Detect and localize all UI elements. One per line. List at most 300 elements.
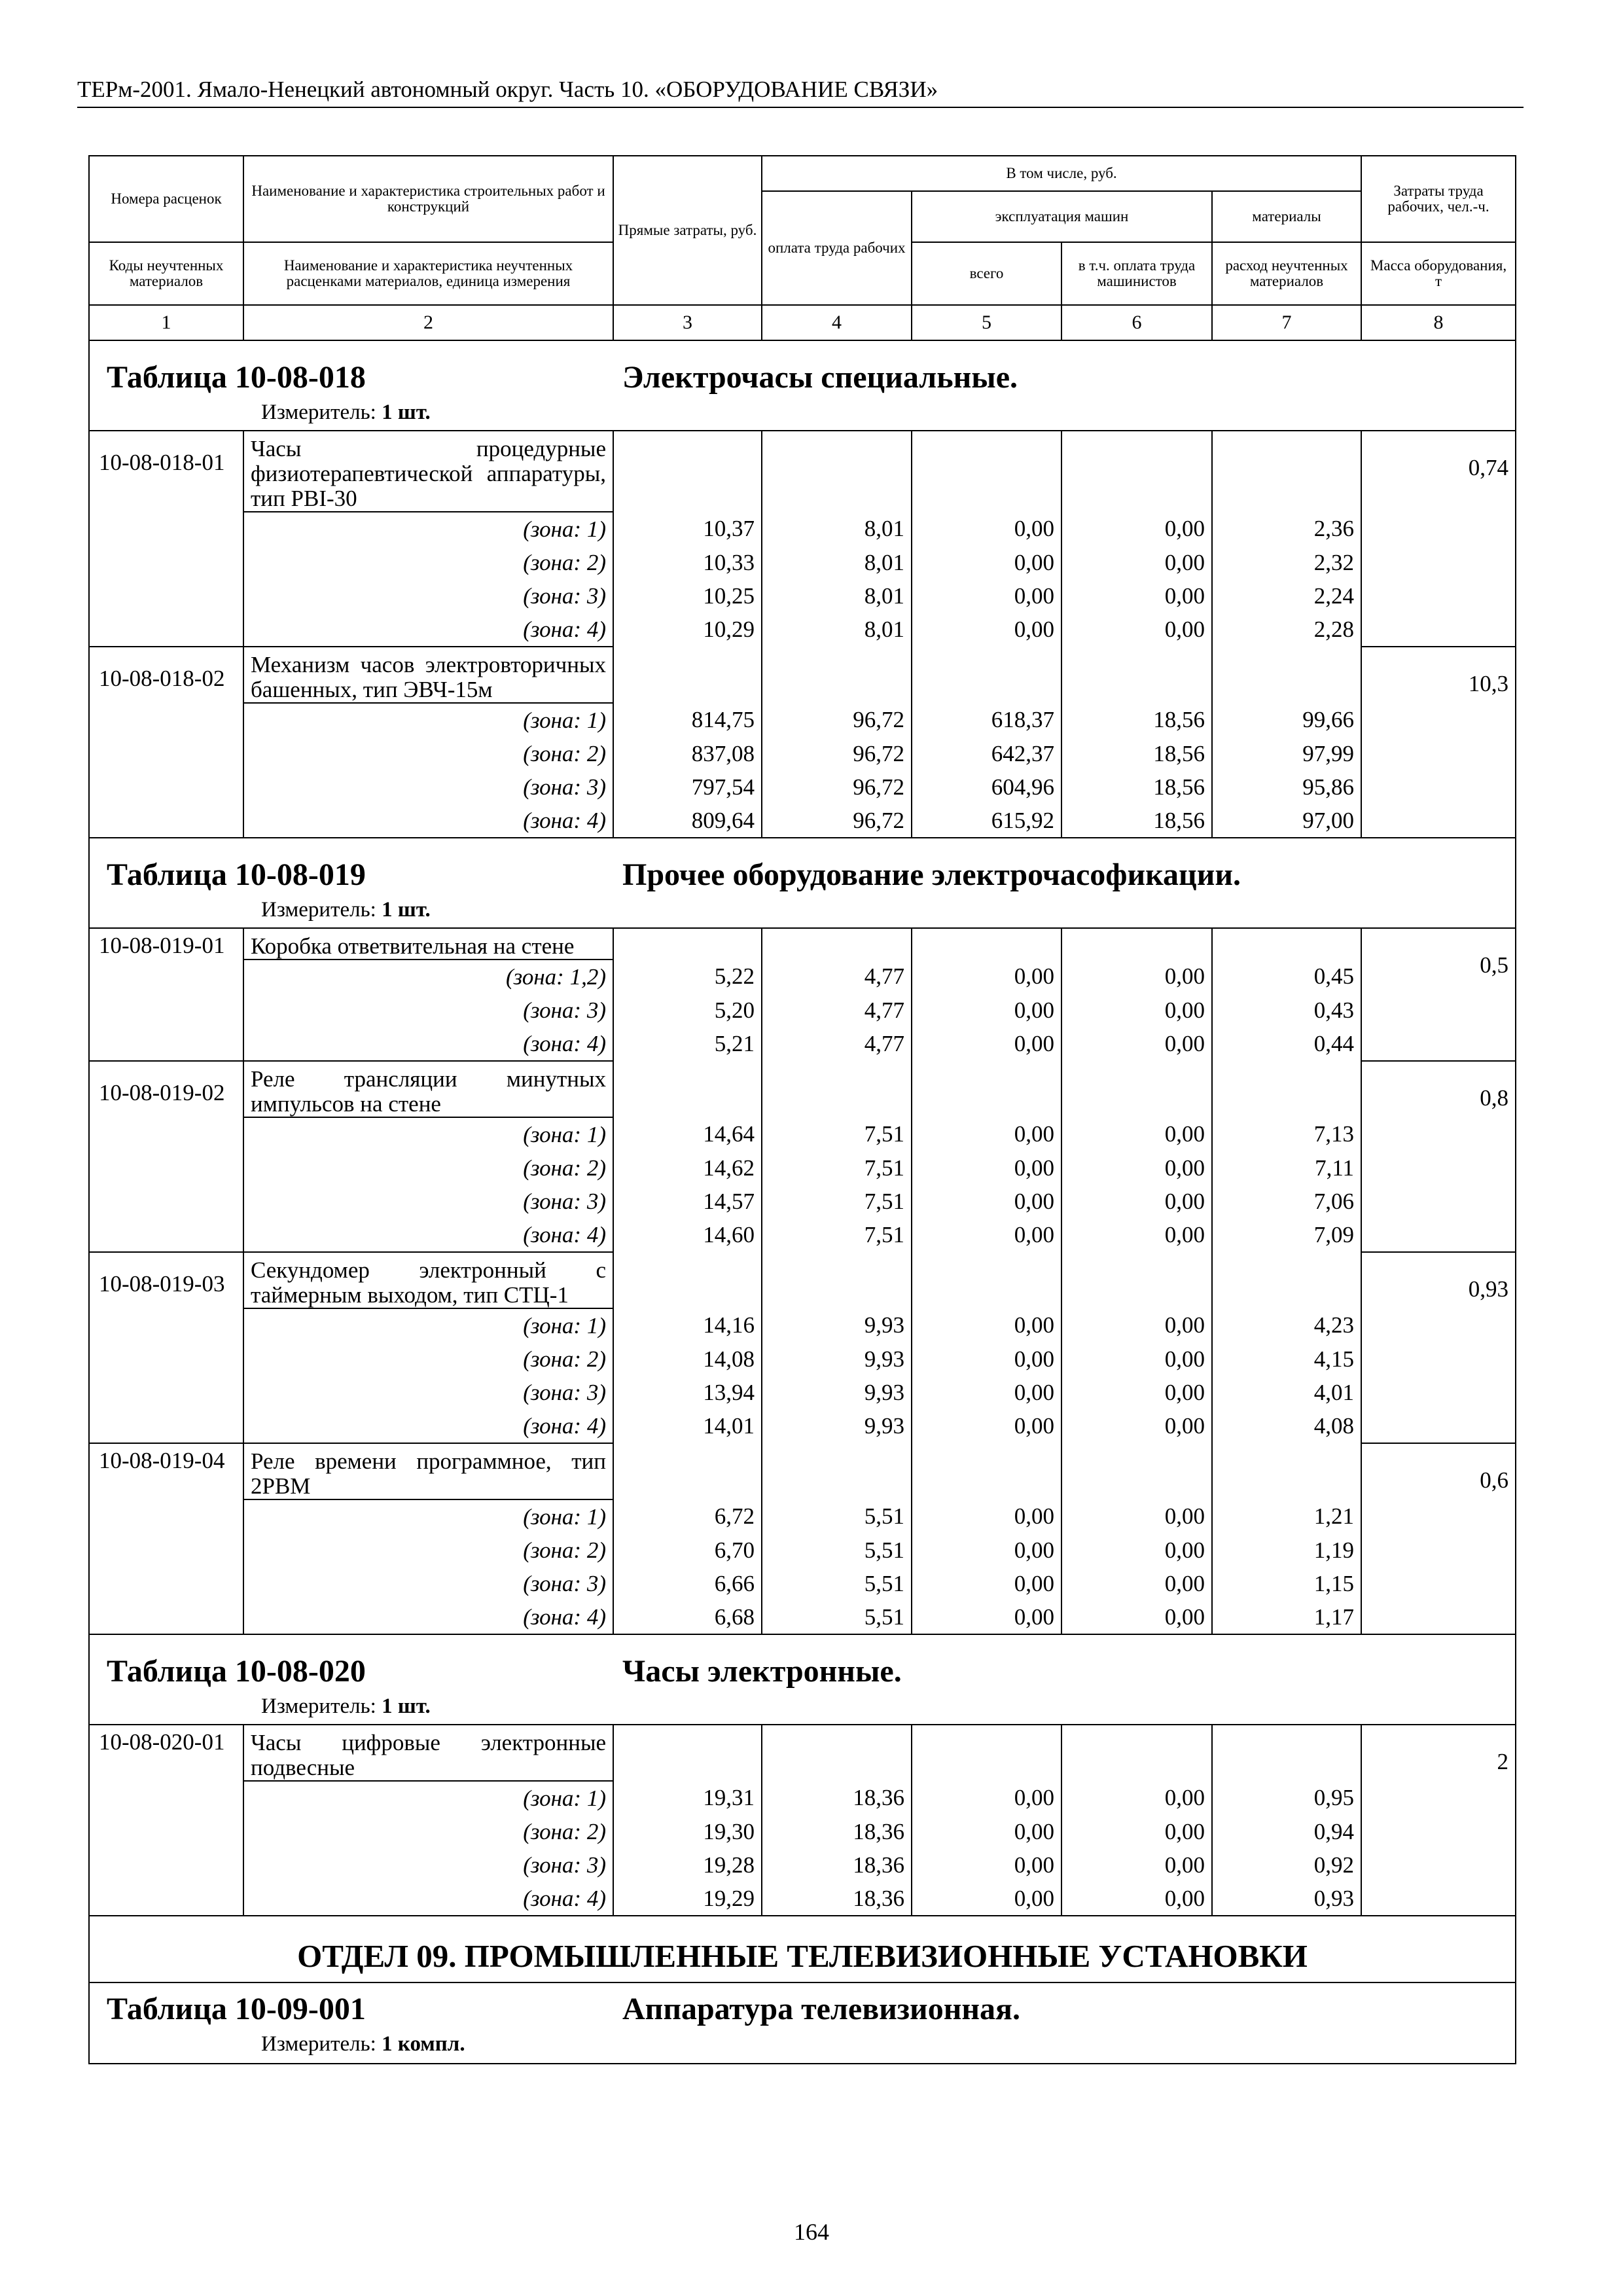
measure-label: Измеритель: <box>261 1695 376 1718</box>
zone-value: 0,45 <box>1212 960 1361 994</box>
labor-cost: 10,3 <box>1361 647 1516 838</box>
zone-value: 0,00 <box>1061 1567 1212 1600</box>
zone-value: 0,95 <box>1212 1781 1361 1815</box>
zone-value: 96,72 <box>762 737 912 770</box>
empty-cell <box>762 431 912 512</box>
table-row <box>89 928 1516 960</box>
zone-row <box>89 1781 1516 1815</box>
zone-label: (зона: 3) <box>243 1567 613 1600</box>
zone-row <box>89 994 1516 1027</box>
empty-cell <box>1061 1252 1212 1308</box>
zone-value: 0,94 <box>1212 1815 1361 1848</box>
table-row <box>89 431 1516 512</box>
zone-value: 837,08 <box>613 737 762 770</box>
zone-value: 14,16 <box>613 1308 762 1342</box>
zone-value: 8,01 <box>762 546 912 579</box>
zone-row <box>89 546 1516 579</box>
rate-code: 10-08-019-03 <box>89 1252 243 1443</box>
zone-label: (зона: 1) <box>243 1781 613 1815</box>
zone-value: 10,29 <box>613 613 762 647</box>
measure-label: Измеритель: <box>261 401 376 424</box>
empty-cell <box>613 1443 762 1499</box>
zone-value: 2,36 <box>1212 512 1361 546</box>
zone-label: (зона: 2) <box>243 1815 613 1848</box>
zone-row <box>89 1027 1516 1061</box>
zone-value: 797,54 <box>613 770 762 804</box>
zone-value: 618,37 <box>912 703 1061 737</box>
zone-value: 0,00 <box>1061 994 1212 1027</box>
zone-value: 1,17 <box>1212 1600 1361 1634</box>
zone-row <box>89 1567 1516 1600</box>
table-row <box>89 1252 1516 1308</box>
zone-value: 0,00 <box>912 1567 1061 1600</box>
zone-row <box>89 1342 1516 1376</box>
empty-cell <box>1061 431 1212 512</box>
zone-value: 96,72 <box>762 804 912 838</box>
zone-value: 0,00 <box>1061 1409 1212 1443</box>
zone-label: (зона: 3) <box>243 1376 613 1409</box>
zone-value: 0,92 <box>1212 1848 1361 1882</box>
zone-row <box>89 1218 1516 1252</box>
zone-value: 2,24 <box>1212 579 1361 613</box>
rate-code: 10-08-020-01 <box>89 1725 243 1916</box>
table-title: Таблица 10-09-001 <box>107 1992 366 2026</box>
empty-cell <box>613 647 762 703</box>
empty-cell <box>912 1061 1061 1117</box>
work-name: Коробка ответвительная на стене <box>243 928 613 960</box>
caption-line <box>107 1990 1498 2029</box>
col7-header-top: материалы <box>1212 191 1361 242</box>
table-caption <box>89 1982 1516 2064</box>
zone-row <box>89 1376 1516 1409</box>
zone-value: 18,56 <box>1061 770 1212 804</box>
zone-value: 9,93 <box>762 1376 912 1409</box>
zone-value: 0,00 <box>912 1882 1061 1916</box>
table-caption <box>89 1634 1516 1725</box>
zone-label: (зона: 4) <box>243 1409 613 1443</box>
zone-label: (зона: 3) <box>243 994 613 1027</box>
zone-value: 10,25 <box>613 579 762 613</box>
zone-row <box>89 1117 1516 1151</box>
zone-value: 0,00 <box>912 1027 1061 1061</box>
caption-line <box>107 855 1498 895</box>
zone-value: 13,94 <box>613 1376 762 1409</box>
zone-value: 0,00 <box>1061 613 1212 647</box>
column-number: 4 <box>762 305 912 340</box>
zone-value: 0,00 <box>912 546 1061 579</box>
zone-label: (зона: 1) <box>243 1499 613 1534</box>
zone-value: 4,77 <box>762 1027 912 1061</box>
zone-row <box>89 1308 1516 1342</box>
zone-value: 4,01 <box>1212 1376 1361 1409</box>
zone-row <box>89 579 1516 613</box>
zone-value: 0,00 <box>1061 1151 1212 1185</box>
rate-code: 10-08-019-01 <box>89 928 243 1061</box>
table-caption <box>89 838 1516 928</box>
zone-value: 0,00 <box>1061 1308 1212 1342</box>
zone-row <box>89 960 1516 994</box>
zone-value: 18,56 <box>1061 703 1212 737</box>
zone-value: 0,00 <box>912 1185 1061 1218</box>
measure-value: 1 шт. <box>382 1695 431 1718</box>
rate-code: 10-08-019-02 <box>89 1061 243 1252</box>
zone-value: 0,00 <box>1061 1882 1212 1916</box>
zone-value: 0,00 <box>912 1600 1061 1634</box>
zone-value: 4,23 <box>1212 1308 1361 1342</box>
work-name: Механизм часов электровторичных башенных, тип ЭВЧ-15м <box>243 647 613 703</box>
zone-value: 0,44 <box>1212 1027 1361 1061</box>
zone-value: 0,00 <box>912 1781 1061 1815</box>
measure-line <box>107 2029 1498 2059</box>
empty-cell <box>912 647 1061 703</box>
zone-label: (зона: 3) <box>243 1848 613 1882</box>
labor-cost: 0,5 <box>1361 928 1516 1061</box>
col1-header-bottom: Коды неучтенных материалов <box>89 242 243 305</box>
zone-label: (зона: 2) <box>243 1342 613 1376</box>
table-name: Часы электронные. <box>622 1654 902 1689</box>
zone-value: 96,72 <box>762 703 912 737</box>
rate-code: 10-08-018-02 <box>89 647 243 838</box>
labor-cost: 0,8 <box>1361 1061 1516 1252</box>
table-title: Таблица 10-08-018 <box>107 360 366 395</box>
zone-value: 5,51 <box>762 1567 912 1600</box>
zone-label: (зона: 1) <box>243 1308 613 1342</box>
zone-row <box>89 804 1516 838</box>
col2-header-top: Наименование и характеристика строительных работ и конструкций <box>243 156 613 242</box>
zone-row <box>89 1534 1516 1567</box>
empty-cell <box>912 928 1061 960</box>
work-name: Реле времени программное, тип 2РВМ <box>243 1443 613 1499</box>
zone-value: 0,00 <box>912 1534 1061 1567</box>
empty-cell <box>912 1443 1061 1499</box>
labor-cost: 2 <box>1361 1725 1516 1916</box>
zone-value: 0,00 <box>912 1151 1061 1185</box>
zone-value: 18,36 <box>762 1781 912 1815</box>
zone-label: (зона: 3) <box>243 770 613 804</box>
zone-value: 0,00 <box>1061 1534 1212 1567</box>
zone-value: 5,51 <box>762 1534 912 1567</box>
zone-row <box>89 703 1516 737</box>
labor-cost: 0,74 <box>1361 431 1516 647</box>
empty-cell <box>1212 1443 1361 1499</box>
zone-value: 0,00 <box>912 1218 1061 1252</box>
zone-value: 0,00 <box>912 1376 1061 1409</box>
empty-cell <box>912 1725 1061 1781</box>
zone-value: 809,64 <box>613 804 762 838</box>
zone-value: 14,57 <box>613 1185 762 1218</box>
zone-value: 9,93 <box>762 1342 912 1376</box>
zone-value: 10,33 <box>613 546 762 579</box>
zone-value: 8,01 <box>762 579 912 613</box>
zone-label: (зона: 4) <box>243 613 613 647</box>
zone-value: 0,00 <box>912 1815 1061 1848</box>
running-head: ТЕРм-2001. Ямало-Ненецкий автономный округ. Часть 10. «ОБОРУДОВАНИЕ СВЯЗИ» <box>77 75 1524 108</box>
zone-value: 7,09 <box>1212 1218 1361 1252</box>
zone-row <box>89 1499 1516 1534</box>
empty-cell <box>1212 1252 1361 1308</box>
table-name: Прочее оборудование электрочасофикации. <box>622 857 1241 892</box>
work-name: Реле трансляции минутных импульсов на стене <box>243 1061 613 1117</box>
zone-value: 0,00 <box>912 1308 1061 1342</box>
zone-value: 14,08 <box>613 1342 762 1376</box>
zone-value: 7,06 <box>1212 1185 1361 1218</box>
zone-value: 7,11 <box>1212 1151 1361 1185</box>
empty-cell <box>1061 928 1212 960</box>
measure-label: Измеритель: <box>261 2032 376 2056</box>
table-name: Аппаратура телевизионная. <box>622 1992 1020 2026</box>
zone-label: (зона: 2) <box>243 1534 613 1567</box>
zone-value: 0,00 <box>912 994 1061 1027</box>
column-number: 3 <box>613 305 762 340</box>
rates-table <box>88 155 1516 2064</box>
empty-cell <box>1061 647 1212 703</box>
empty-cell <box>762 928 912 960</box>
zone-value: 4,08 <box>1212 1409 1361 1443</box>
table-caption-row <box>89 838 1516 928</box>
zone-value: 4,77 <box>762 960 912 994</box>
col7-header-bottom: расход неучтенных материалов <box>1212 242 1361 305</box>
zone-value: 14,64 <box>613 1117 762 1151</box>
zone-row <box>89 512 1516 546</box>
zone-value: 5,22 <box>613 960 762 994</box>
measure-value: 1 компл. <box>382 2032 465 2056</box>
zone-value: 18,56 <box>1061 737 1212 770</box>
zone-value: 0,93 <box>1212 1882 1361 1916</box>
table-caption <box>89 340 1516 431</box>
zone-value: 9,93 <box>762 1308 912 1342</box>
zone-value: 9,93 <box>762 1409 912 1443</box>
zone-value: 14,01 <box>613 1409 762 1443</box>
zone-row <box>89 1600 1516 1634</box>
col1-header-top: Номера расценок <box>89 156 243 242</box>
zone-value: 0,00 <box>912 512 1061 546</box>
zone-label: (зона: 2) <box>243 546 613 579</box>
rate-code: 10-08-019-04 <box>89 1443 243 1634</box>
zone-value: 19,30 <box>613 1815 762 1848</box>
zone-value: 0,00 <box>1061 1600 1212 1634</box>
column-number: 6 <box>1061 305 1212 340</box>
machines-group-header: эксплуатация машин <box>912 191 1212 242</box>
zone-value: 0,00 <box>1061 512 1212 546</box>
zone-label: (зона: 4) <box>243 1882 613 1916</box>
zone-value: 2,32 <box>1212 546 1361 579</box>
zone-value: 6,70 <box>613 1534 762 1567</box>
zone-value: 4,15 <box>1212 1342 1361 1376</box>
zone-value: 1,21 <box>1212 1499 1361 1534</box>
zone-label: (зона: 4) <box>243 804 613 838</box>
zone-row <box>89 1409 1516 1443</box>
zone-value: 7,13 <box>1212 1117 1361 1151</box>
table-row <box>89 1725 1516 1781</box>
zone-label: (зона: 3) <box>243 579 613 613</box>
table-title: Таблица 10-08-019 <box>107 857 366 892</box>
empty-cell <box>1212 1061 1361 1117</box>
caption-line <box>107 358 1498 397</box>
empty-cell <box>1061 1443 1212 1499</box>
empty-cell <box>613 431 762 512</box>
zone-value: 2,28 <box>1212 613 1361 647</box>
col6-header: в т.ч. оплата труда машинистов <box>1061 242 1212 305</box>
zone-value: 18,36 <box>762 1882 912 1916</box>
work-name: Секундомер электронный с таймерным выходом, тип СТЦ-1 <box>243 1252 613 1308</box>
page-number: 164 <box>794 2219 829 2245</box>
col3-header: Прямые затраты, руб. <box>613 156 762 305</box>
work-name: Часы цифровые электронные подвесные <box>243 1725 613 1781</box>
zone-value: 0,00 <box>1061 579 1212 613</box>
empty-cell <box>1212 431 1361 512</box>
rate-code: 10-08-018-01 <box>89 431 243 647</box>
zone-value: 19,28 <box>613 1848 762 1882</box>
col8-header-bottom: Масса оборудования, т <box>1361 242 1516 305</box>
zone-label: (зона: 3) <box>243 1185 613 1218</box>
zone-value: 0,00 <box>1061 1027 1212 1061</box>
measure-value: 1 шт. <box>382 898 431 922</box>
empty-cell <box>613 1061 762 1117</box>
rates-frame <box>88 155 1515 2064</box>
zone-value: 0,00 <box>912 579 1061 613</box>
zone-value: 5,20 <box>613 994 762 1027</box>
zone-value: 18,36 <box>762 1848 912 1882</box>
including-group-header: В том числе, руб. <box>762 156 1361 191</box>
empty-cell <box>762 1725 912 1781</box>
zone-value: 4,77 <box>762 994 912 1027</box>
zone-value: 14,60 <box>613 1218 762 1252</box>
table-body <box>89 340 1516 2064</box>
zone-row <box>89 770 1516 804</box>
zone-value: 18,56 <box>1061 804 1212 838</box>
empty-cell <box>762 1061 912 1117</box>
zone-label: (зона: 2) <box>243 737 613 770</box>
zone-label: (зона: 4) <box>243 1027 613 1061</box>
col5-header: всего <box>912 242 1061 305</box>
work-name: Часы процедурные физиотерапевтической аппаратуры, тип PBI-30 <box>243 431 613 512</box>
zone-value: 0,00 <box>1061 1848 1212 1882</box>
table-title: Таблица 10-08-020 <box>107 1654 366 1689</box>
zone-value: 8,01 <box>762 613 912 647</box>
empty-cell <box>1061 1725 1212 1781</box>
zone-value: 0,00 <box>1061 1218 1212 1252</box>
zone-value: 7,51 <box>762 1151 912 1185</box>
table-row <box>89 1443 1516 1499</box>
zone-value: 0,00 <box>912 1409 1061 1443</box>
zone-value: 95,86 <box>1212 770 1361 804</box>
measure-label: Измеритель: <box>261 898 376 922</box>
zone-row <box>89 737 1516 770</box>
zone-value: 0,00 <box>1061 1815 1212 1848</box>
zone-value: 0,00 <box>1061 546 1212 579</box>
labor-cost: 0,93 <box>1361 1252 1516 1443</box>
col2-header-bottom: Наименование и характеристика неучтенных расценками материалов, единица измерения <box>243 242 613 305</box>
column-number: 5 <box>912 305 1061 340</box>
zone-label: (зона: 1) <box>243 512 613 546</box>
zone-label: (зона: 4) <box>243 1218 613 1252</box>
empty-cell <box>762 1443 912 1499</box>
caption-line <box>107 1652 1498 1691</box>
empty-cell <box>762 1252 912 1308</box>
empty-cell <box>912 1252 1061 1308</box>
labor-cost: 0,6 <box>1361 1443 1516 1634</box>
zone-value: 19,29 <box>613 1882 762 1916</box>
empty-cell <box>912 431 1061 512</box>
zone-value: 97,00 <box>1212 804 1361 838</box>
zone-value: 6,68 <box>613 1600 762 1634</box>
zone-label: (зона: 1) <box>243 703 613 737</box>
zone-value: 0,00 <box>1061 1376 1212 1409</box>
zone-value: 5,51 <box>762 1600 912 1634</box>
zone-value: 5,21 <box>613 1027 762 1061</box>
measure-line <box>107 397 1498 427</box>
zone-value: 0,00 <box>1061 1185 1212 1218</box>
table-row <box>89 1061 1516 1117</box>
zone-value: 99,66 <box>1212 703 1361 737</box>
zone-value: 0,00 <box>1061 1781 1212 1815</box>
zone-value: 642,37 <box>912 737 1061 770</box>
zone-value: 8,01 <box>762 512 912 546</box>
zone-value: 0,00 <box>1061 1342 1212 1376</box>
zone-value: 18,36 <box>762 1815 912 1848</box>
section-heading <box>89 1916 1516 1982</box>
empty-cell <box>613 928 762 960</box>
zone-value: 615,92 <box>912 804 1061 838</box>
empty-cell <box>1212 647 1361 703</box>
zone-value: 0,43 <box>1212 994 1361 1027</box>
zone-label: (зона: 1) <box>243 1117 613 1151</box>
zone-label: (зона: 2) <box>243 1151 613 1185</box>
zone-value: 10,37 <box>613 512 762 546</box>
zone-value: 7,51 <box>762 1185 912 1218</box>
zone-value: 6,72 <box>613 1499 762 1534</box>
zone-value: 5,51 <box>762 1499 912 1534</box>
column-number: 8 <box>1361 305 1516 340</box>
empty-cell <box>762 647 912 703</box>
zone-value: 19,31 <box>613 1781 762 1815</box>
zone-value: 0,00 <box>912 613 1061 647</box>
zone-row <box>89 1848 1516 1882</box>
zone-value: 0,00 <box>912 1848 1061 1882</box>
zone-value: 6,66 <box>613 1567 762 1600</box>
measure-line <box>107 895 1498 925</box>
zone-value: 0,00 <box>912 1499 1061 1534</box>
empty-cell <box>1061 1061 1212 1117</box>
zone-row <box>89 1882 1516 1916</box>
empty-cell <box>1212 1725 1361 1781</box>
section-row <box>89 1916 1516 1982</box>
column-number: 1 <box>89 305 243 340</box>
zone-value: 7,51 <box>762 1218 912 1252</box>
zone-row <box>89 1151 1516 1185</box>
zone-value: 0,00 <box>1061 1499 1212 1534</box>
zone-value: 0,00 <box>1061 960 1212 994</box>
zone-value: 97,99 <box>1212 737 1361 770</box>
column-number: 2 <box>243 305 613 340</box>
zone-label: (зона: 4) <box>243 1600 613 1634</box>
zone-value: 0,00 <box>912 960 1061 994</box>
zone-value: 1,19 <box>1212 1534 1361 1567</box>
zone-value: 0,00 <box>912 1342 1061 1376</box>
col8-header-top: Затраты труда рабочих, чел.-ч. <box>1361 156 1516 242</box>
empty-cell <box>613 1252 762 1308</box>
zone-row <box>89 1185 1516 1218</box>
zone-value: 14,62 <box>613 1151 762 1185</box>
table-name: Электрочасы специальные. <box>622 360 1018 395</box>
col4-header: оплата труда рабочих <box>762 191 912 305</box>
measure-line <box>107 1691 1498 1721</box>
table-caption-row <box>89 340 1516 431</box>
column-number: 7 <box>1212 305 1361 340</box>
zone-value: 814,75 <box>613 703 762 737</box>
zone-row <box>89 1815 1516 1848</box>
table-caption-row <box>89 1634 1516 1725</box>
